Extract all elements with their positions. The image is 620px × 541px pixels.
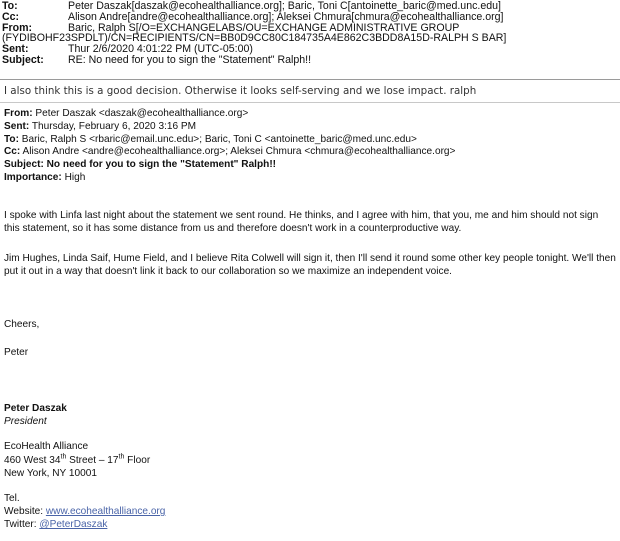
address-part-3: Floor xyxy=(124,454,151,466)
header-divider xyxy=(0,79,620,80)
quoted-subject-row xyxy=(4,159,618,172)
quoted-sent-row xyxy=(4,121,618,134)
header-from-value: Baric, Ralph S[/O=EXCHANGELABS/OU=EXCHANGE ADMINISTRATIVE GROUP xyxy=(68,21,460,34)
reply-body: I also think this is a good decision. Otherwise it looks self-serving and we lose impact. ralph xyxy=(4,85,477,97)
quoted-cc-value: Alison Andre <andre@ecohealthalliance.org>; Aleksei Chmura <chmura@ecohealthalliance.org> xyxy=(22,146,456,158)
signature-city: New York, NY 10001 xyxy=(4,467,97,479)
quoted-to-label: To: xyxy=(4,133,19,145)
header-from-label: From: xyxy=(2,21,33,34)
signoff: Peter xyxy=(4,347,29,358)
address-part-2: Street – 17 xyxy=(66,454,119,466)
address-part-1: 460 West 34 xyxy=(4,454,61,466)
twitter-link[interactable]: @PeterDaszak xyxy=(39,519,108,531)
signature-title: President xyxy=(4,416,47,428)
signature-address xyxy=(4,454,616,467)
signature-block xyxy=(4,402,616,532)
header-subject-row xyxy=(2,55,618,66)
twitter-label: Twitter: xyxy=(4,519,40,531)
header-from-value-continued: (FYDIBOHF23SPDLT)/CN=RECIPIENTS/CN=BB0D9CC80C184735A4E862C3BDD8A15D-RALPH S BAR] xyxy=(2,32,507,45)
quoted-importance-label: Importance: xyxy=(4,171,62,183)
quoted-subject-value: No need for you to sign the "Statement" Ralph!! xyxy=(46,159,277,171)
email-header xyxy=(2,1,618,66)
quoted-divider xyxy=(0,102,620,103)
signature-tel: Tel. xyxy=(4,493,20,505)
header-to-value: Peter Daszak[daszak@ecohealthalliance.org]; Baric, Toni C[antoinette_baric@med.unc.edu] xyxy=(68,0,501,12)
header-cc-label: Cc: xyxy=(2,10,20,23)
header-cc-value: Alison Andre[andre@ecohealthalliance.org]; Aleksei Chmura[chmura@ecohealthalliance.org] xyxy=(68,10,504,23)
quoted-to-row xyxy=(4,134,618,147)
body-paragraph-1: I spoke with Linfa last night about the statement we sent round. He thinks, and I agree with him, that you, me and him should not sign this statement, so it has some distance from us and therefore doesn't work in a counterproductive way. xyxy=(4,210,599,235)
header-sent-value: Thur 2/6/2020 4:01:22 PM (UTC-05:00) xyxy=(68,43,253,56)
signature-name: Peter Daszak xyxy=(4,403,67,414)
closing: Cheers, xyxy=(4,319,40,330)
signature-twitter-row xyxy=(4,518,616,531)
quoted-from-label: From: xyxy=(4,108,33,119)
header-sent-label: Sent: xyxy=(2,43,29,56)
address-sup-1: th xyxy=(60,453,67,461)
quoted-subject-label: Subject: xyxy=(4,159,44,171)
website-label: Website: xyxy=(4,506,46,518)
header-cc-row xyxy=(2,12,618,23)
quoted-importance-value: High xyxy=(64,171,86,183)
website-link[interactable]: www.ecohealthalliance.org xyxy=(45,506,166,518)
quoted-from-row xyxy=(4,108,618,121)
quoted-sent-value: Thursday, February 6, 2020 3:16 PM xyxy=(31,120,197,132)
header-subject-label: Subject: xyxy=(2,53,44,66)
quoted-cc-label: Cc: xyxy=(4,146,21,158)
header-subject-value: RE: No need for you to sign the "Statement" Ralph!! xyxy=(68,53,312,66)
signature-website-row xyxy=(4,505,616,518)
quoted-header xyxy=(4,108,618,185)
quoted-from-value: Peter Daszak <daszak@ecohealthalliance.org> xyxy=(35,108,249,119)
quoted-sent-label: Sent: xyxy=(4,120,30,132)
header-to-label: To: xyxy=(2,0,18,12)
body-paragraph-2: Jim Hughes, Linda Saif, Hume Field, and I believe Rita Colwell will sign it, then I'll send it round some other key people tonight. We'll then put it out in a way that doesn't link it back to our collaboration so we maximize an independent voice. xyxy=(4,253,616,278)
quoted-importance-row xyxy=(4,172,618,185)
signature-org: EcoHealth Alliance xyxy=(4,441,89,453)
quoted-cc-row xyxy=(4,146,618,159)
address-sup-2: th xyxy=(118,453,125,461)
quoted-to-value: Baric, Ralph S <rbaric@email.unc.edu>; Baric, Toni C <antoinette_baric@med.unc.edu> xyxy=(21,133,417,145)
